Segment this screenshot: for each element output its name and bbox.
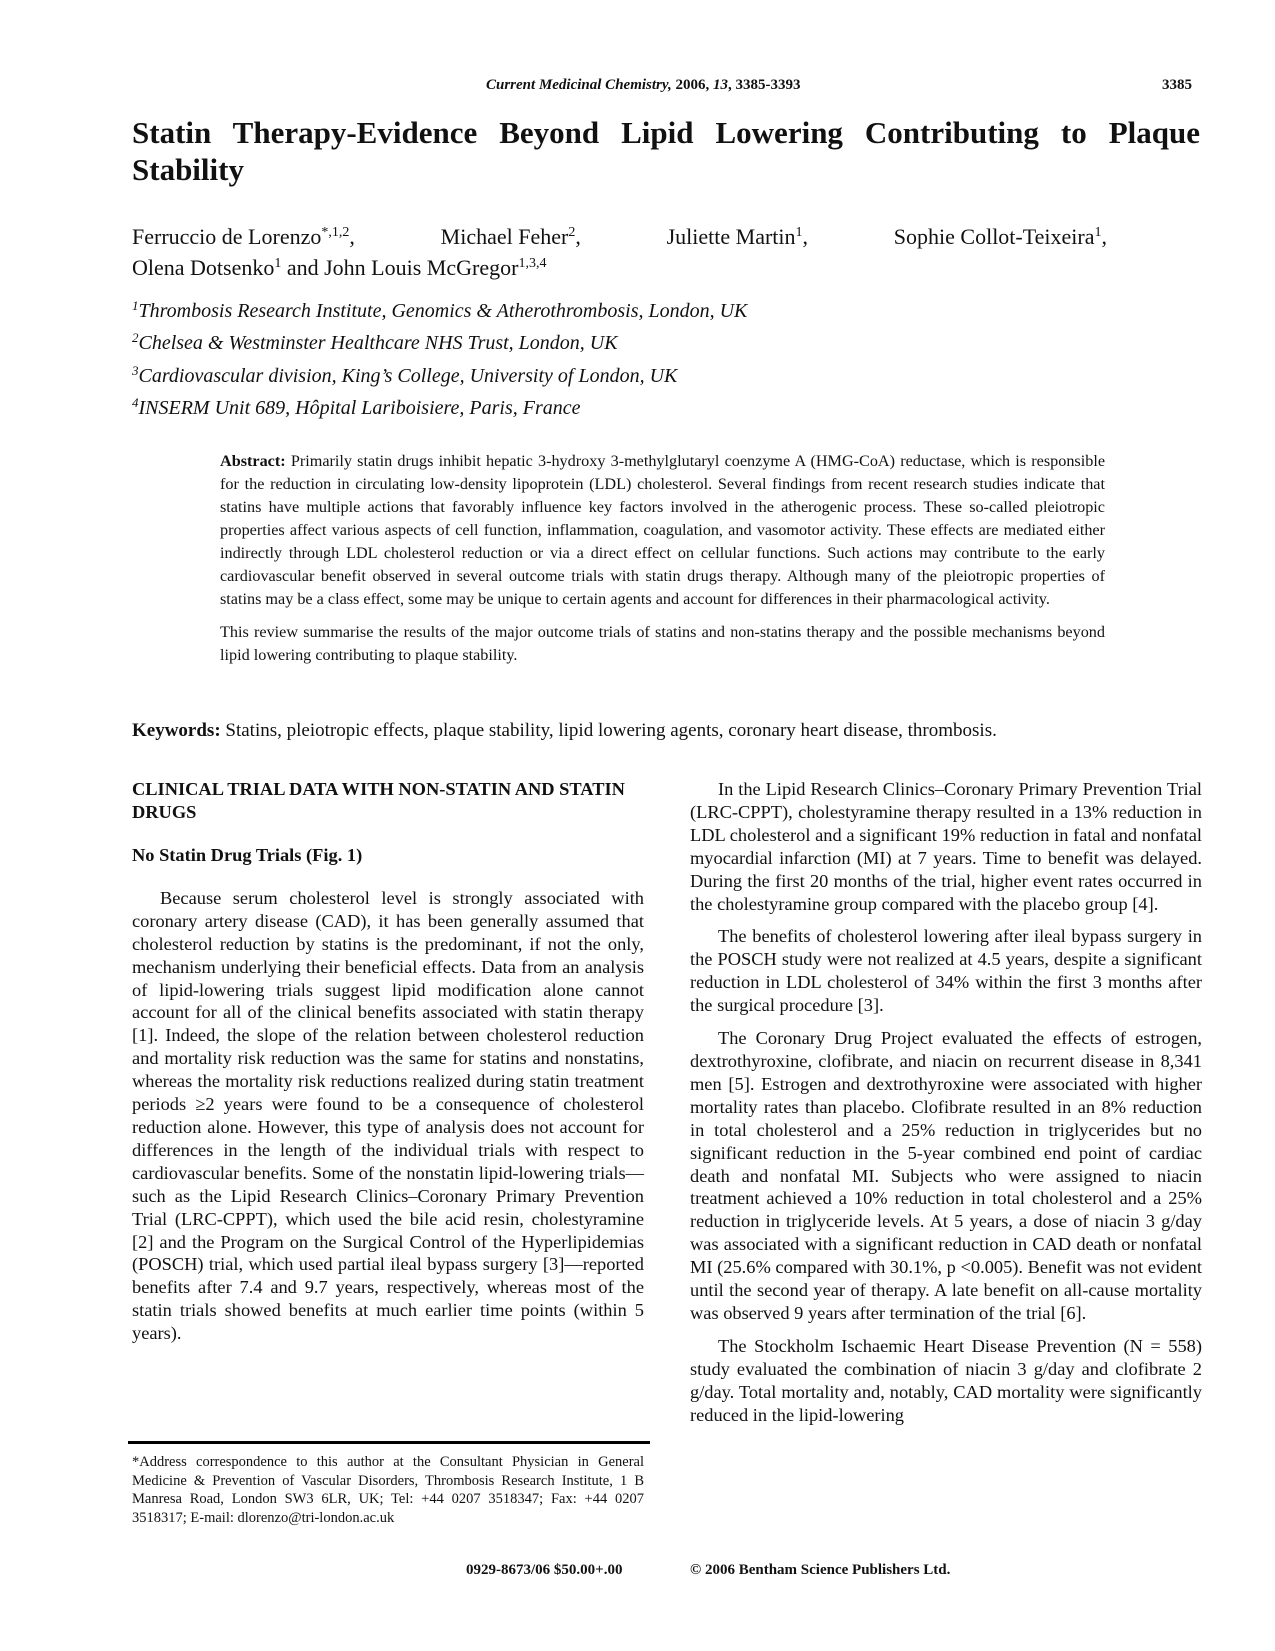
author: Sophie Collot-Teixeira$^1$, — [893, 224, 1107, 249]
body-paragraph: The benefits of cholesterol lowering after ileal bypass surgery in the POSCH study were not realized at 4.5 years, despite a significant reduction in LDL cholesterol of 34% within the first 3 months after the surgical procedure [3]. — [690, 926, 1202, 1016]
page-number: 3385 — [1162, 77, 1192, 93]
author: Michael Feher$^2$, — [440, 224, 581, 249]
affiliation-2: $^2$Chelsea & Westminster Healthcare NHS Trust, London, UK — [132, 330, 618, 354]
author: Olena Dotsenko$^1$ — [132, 255, 282, 280]
author-list — [132, 221, 1107, 283]
footnote-divider — [128, 1441, 650, 1444]
left-column — [132, 778, 644, 1345]
article-title: Statin Therapy-Evidence Beyond Lipid Lowering Contributing to Plaque Stability — [132, 115, 1200, 187]
subsection-heading: No Statin Drug Trials (Fig. 1) — [132, 845, 363, 865]
abstract — [220, 450, 1105, 667]
running-header — [0, 77, 1275, 99]
abstract-paragraph: Abstract: Primarily statin drugs inhibit hepatic 3-hydroxy 3-methylglutaryl coenzyme A (HMG-CoA) reductase, which is responsible for the reduction in circulating low-density lipoprotein (LDL) cholesterol. Several findings from recent research studies indicate that statins have multiple actions that favorably influence key factors involved in the atherogenic process. These so-called pleiotropic properties affect various aspects of cell function, inflammation, coagulation, and vasomotor activity. These effects are mediated either indirectly through LDL cholesterol reduction or via a direct effect on cellular functions. Such actions may contribute to the early cardiovascular benefit observed in several outcome trials with statin drugs therapy. Although many of the pleiotropic properties of statins may be a class effect, some may be unique to certain agents and account for differences in their pharmacological activity. — [220, 452, 1106, 608]
keywords: Keywords: Statins, pleiotropic effects, plaque stability, lipid lowering agents, coronary heart disease, thrombosis. — [132, 720, 997, 741]
keywords-label: Keywords: — [132, 720, 221, 741]
body-paragraph: Because serum cholesterol level is strongly associated with coronary artery disease (CAD), it has been generally assumed that cholesterol reduction by statins is the predominant, if not the only, mechanism underlying their beneficial effects. Data from an analysis of lipid-lowering trials suggest lipid modification alone cannot account for all of the clinical benefits associated with statin therapy [1]. Indeed, the slope of the relation between cholesterol reduction and mortality risk reduction was the same for statins and nonstatins, whereas the mortality risk reductions realized during statin treatment periods ≥2 years were found to be a consequence of cholesterol reduction alone. However, this type of analysis does not account for differences in the length of the individual trials with respect to cardiovascular benefits. Some of the nonstatin lipid-lowering trials—such as the Lipid Research Clinics–Coronary Primary Prevention Trial (LRC-CPPT), which used the bile acid resin, cholestyramine [2] and the Program on the Surgical Control of the Hyperlipidemias (POSCH) trial, which used partial ileal bypass surgery [3]—reported benefits after 7.4 and 9.7 years, respectively, whereas most of the statin trials showed benefits at much earlier time points (within 5 years). — [132, 887, 644, 1344]
abstract-paragraph: This review summarise the results of the major outcome trials of statins and non-statins therapy and the possible mechanisms beyond lipid lowering contributing to plaque stability. — [220, 623, 1105, 664]
body-paragraph: The Coronary Drug Project evaluated the effects of estrogen, dextrothyroxine, clofibrate, and niacin on recurrent disease in 8,341 men [5]. Estrogen and dextrothyroxine were associated with higher mortality rates than placebo. Clofibrate resulted in an 8% reduction in total cholesterol and a 25% reduction in triglycerides but no significant reduction in the 5-year combined end point of cardiac death and nonfatal MI. Subjects who were assigned to niacin treatment achieved a 10% reduction in total cholesterol and a 25% reduction in triglyceride levels. At 5 years, a dose of niacin 3 g/day was associated with a significant reduction in CAD death or nonfatal MI (25.6% compared with 30.1%, p <0.005). Benefit was not evident until the second year of therapy. A late benefit on all-cause mortality was observed 9 years after termination of the trial [6]. — [690, 1028, 1202, 1323]
abstract-label: Abstract: — [220, 452, 286, 470]
section-heading: CLINICAL TRIAL DATA WITH NON-STATIN AND STATIN DRUGS — [132, 779, 625, 822]
correspondence-footnote: *Address correspondence to this author at the Consultant Physician in General Medicine & Prevention of Vascular Disorders, Thrombosis Research Institute, 1 B Manresa Road, London SW3 6LR, UK; Tel: +44 0207 3518347; Fax: +44 0207 3518317; E-mail: dlorenzo@tri-london.ac.uk — [132, 1454, 644, 1526]
issn-price: 0929-8673/06 $50.00+.00 — [466, 1562, 623, 1578]
journal-pages: , 3385-3393 — [727, 77, 801, 93]
affiliation-3: $^3$Cardiovascular division, King’s College, University of London, UK — [132, 363, 678, 387]
author-line-2: Olena Dotsenko$^1$ and John Louis McGregor$^{1,3,4}$ — [132, 255, 547, 280]
journal-name: Current Medicinal Chemistry, — [486, 77, 672, 93]
body-paragraph: The Stockholm Ischaemic Heart Disease Prevention (N = 558) study evaluated the combination of niacin 3 g/day and clofibrate 2 g/day. Total mortality and, notably, CAD mortality were significantly reduced in the lipid-lowering — [690, 1335, 1202, 1425]
body-paragraph: In the Lipid Research Clinics–Coronary Primary Prevention Trial (LRC-CPPT), cholestyramine therapy resulted in a 13% reduction in LDL cholesterol and a significant 19% reduction in fatal and nonfatal myocardial infarction (MI) at 7 years. Time to benefit was delayed. During the first 20 months of the trial, higher event rates occurred in the cholestyramine group compared with the placebo group [4]. — [690, 779, 1202, 914]
affiliation-4: $^4$INSERM Unit 689, Hôpital Lariboisiere, Paris, France — [132, 395, 581, 419]
author: Juliette Martin$^1$, — [666, 224, 809, 249]
right-column — [690, 778, 1202, 1426]
journal-citation — [486, 77, 800, 94]
author-line-1 — [132, 221, 1107, 252]
author: Ferruccio de Lorenzo$^{*,1,2}$, — [132, 224, 355, 249]
author: John Louis McGregor$^{1,3,4}$ — [324, 255, 547, 280]
copyright: © 2006 Bentham Science Publishers Ltd. — [690, 1562, 951, 1578]
journal-volume: 13 — [712, 77, 728, 93]
journal-year: 2006, — [671, 77, 713, 93]
affiliation-1: $^1$Thrombosis Research Institute, Genomics & Atherothrombosis, London, UK — [132, 298, 748, 322]
